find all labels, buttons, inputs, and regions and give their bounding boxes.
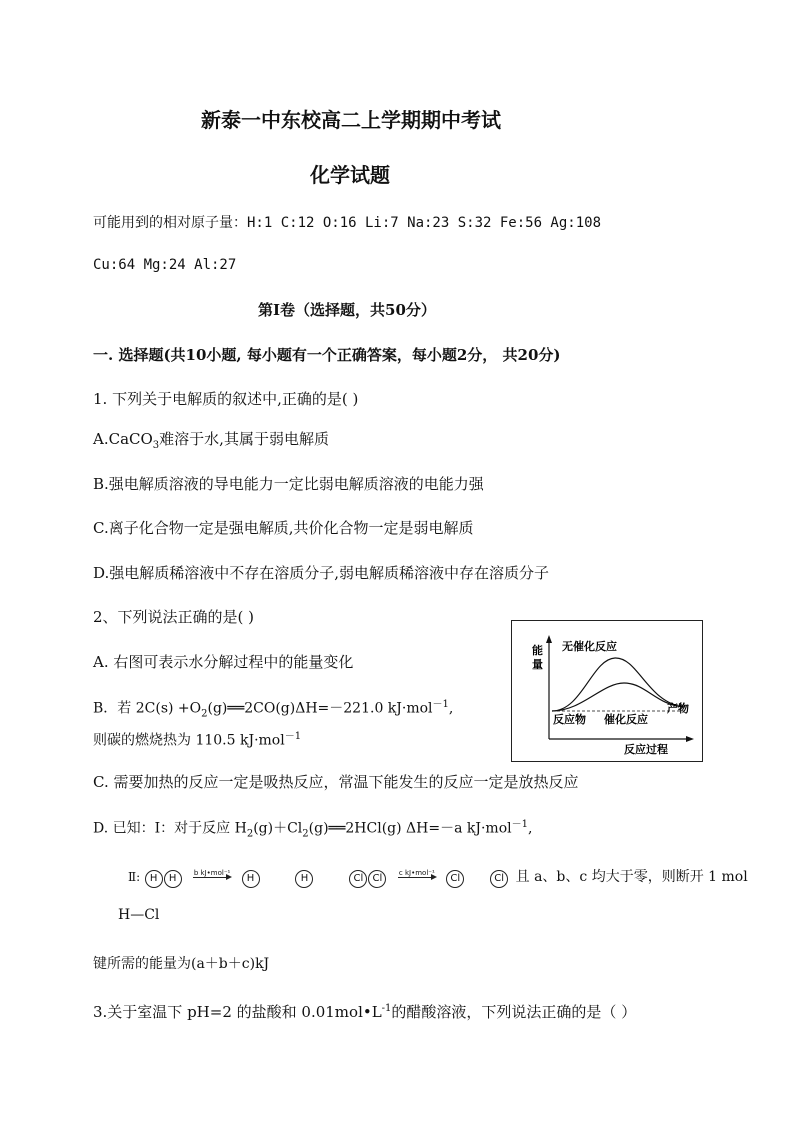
ylabel-top: 能 — [532, 644, 543, 657]
q2-option-a: A. 右图可表示水分解过程中的能量变化 — [93, 653, 354, 671]
diagram-label: Ⅱ: — [128, 870, 141, 884]
q2-option-d-line3: H—Cl — [118, 907, 160, 923]
q1-option-b: B.强电解质溶液的导电能力一定比弱电解质溶液的电能力强 — [93, 475, 484, 493]
label-product: 产物 — [667, 702, 689, 715]
h-atom: H — [242, 870, 260, 888]
q1-stem: 1. 下列关于电解质的叙述中,正确的是( ) — [93, 390, 359, 408]
part1-heading: 一. 选择题(共10小题, 每小题有一个正确答案，每小题2分， 共20分) — [93, 346, 561, 364]
arrow-h-bond: b kJ•mol⁻¹ — [193, 868, 231, 884]
label-reactant: 反应物 — [553, 713, 586, 726]
cl-atom: Cl — [368, 870, 386, 888]
cl-atom: Cl — [446, 870, 464, 888]
cl-atom: Cl — [490, 870, 508, 888]
h-atom: H — [145, 870, 163, 888]
label-uncatalyzed: 无催化反应 — [562, 640, 617, 653]
q2-option-d: D. 已知：Ⅰ：对于反应 $H_2(g)+Cl_2(g)══2HCl(g)$ ΔH=－a kJ·mol$^{-1}$, — [93, 819, 533, 840]
q3-stem: 3.关于室温下 pH=2 的盐酸和 $0.01mol•L^{-1}$的醋酸溶液，下列说法正确的是（ ） — [93, 1003, 637, 1021]
bond-energy-diagram — [128, 868, 748, 888]
catalyzed-curve — [552, 683, 684, 711]
label-catalyzed: 催化反应 — [604, 713, 648, 726]
q1-option-d: D.强电解质稀溶液中不存在溶质分子,弱电解质稀溶液中存在溶质分子 — [93, 564, 550, 582]
energy-diagram-svg — [512, 621, 702, 761]
h-atom: H — [295, 870, 313, 888]
ylabel-bottom: 量 — [532, 658, 543, 671]
h-atom: H — [164, 870, 182, 888]
q2-stem: 2、下列说法正确的是( ) — [93, 608, 255, 626]
arrow-cl-bond: c kJ•mol⁻¹ — [398, 868, 436, 884]
q1-option-c: C.离子化合物一定是强电解质,共价化合物一定是弱电解质 — [93, 519, 474, 537]
section-title: 第Ⅰ卷（选择题，共50分） — [258, 301, 436, 319]
q2-option-c: C. 需要加热的反应一定是吸热反应，常温下能发生的反应一定是放热反应 — [93, 773, 579, 791]
exam-subtitle: 化学试题 — [310, 163, 390, 187]
q2-option-b-line2: 则碳的燃烧热为 110.5 kJ·mol$^{-1}$ — [93, 731, 302, 749]
q1-option-a: A.CaCO$_3$难溶于水,其属于弱电解质 — [93, 430, 329, 451]
atomic-masses-line1: 可能用到的相对原子量：H:1 C:12 O:16 Li:7 Na:23 S:32 Fe:56 Ag:108 — [93, 215, 602, 231]
y-axis-arrow — [546, 635, 552, 643]
xlabel: 反应过程 — [624, 743, 668, 756]
q2-option-d-text: 且 a、b、c 均大于零，则断开 1 mol — [515, 869, 748, 885]
x-axis-arrow — [686, 736, 694, 742]
q2-option-d-line4: 键所需的能量为(a＋b＋c)kJ — [93, 956, 270, 972]
cl-atom: Cl — [349, 870, 367, 888]
uncatalyzed-curve — [552, 658, 684, 711]
atomic-masses-line2: Cu:64 Mg:24 Al:27 — [93, 257, 237, 273]
exam-title: 新泰一中东校高二上学期期中考试 — [201, 108, 501, 132]
q2-option-b: B．若 $2C(s) +O_2(g)══2CO(g)\Delta H=-221.0$ kJ·mol$^{-1}$, — [93, 699, 454, 720]
energy-diagram-figure — [511, 620, 703, 762]
